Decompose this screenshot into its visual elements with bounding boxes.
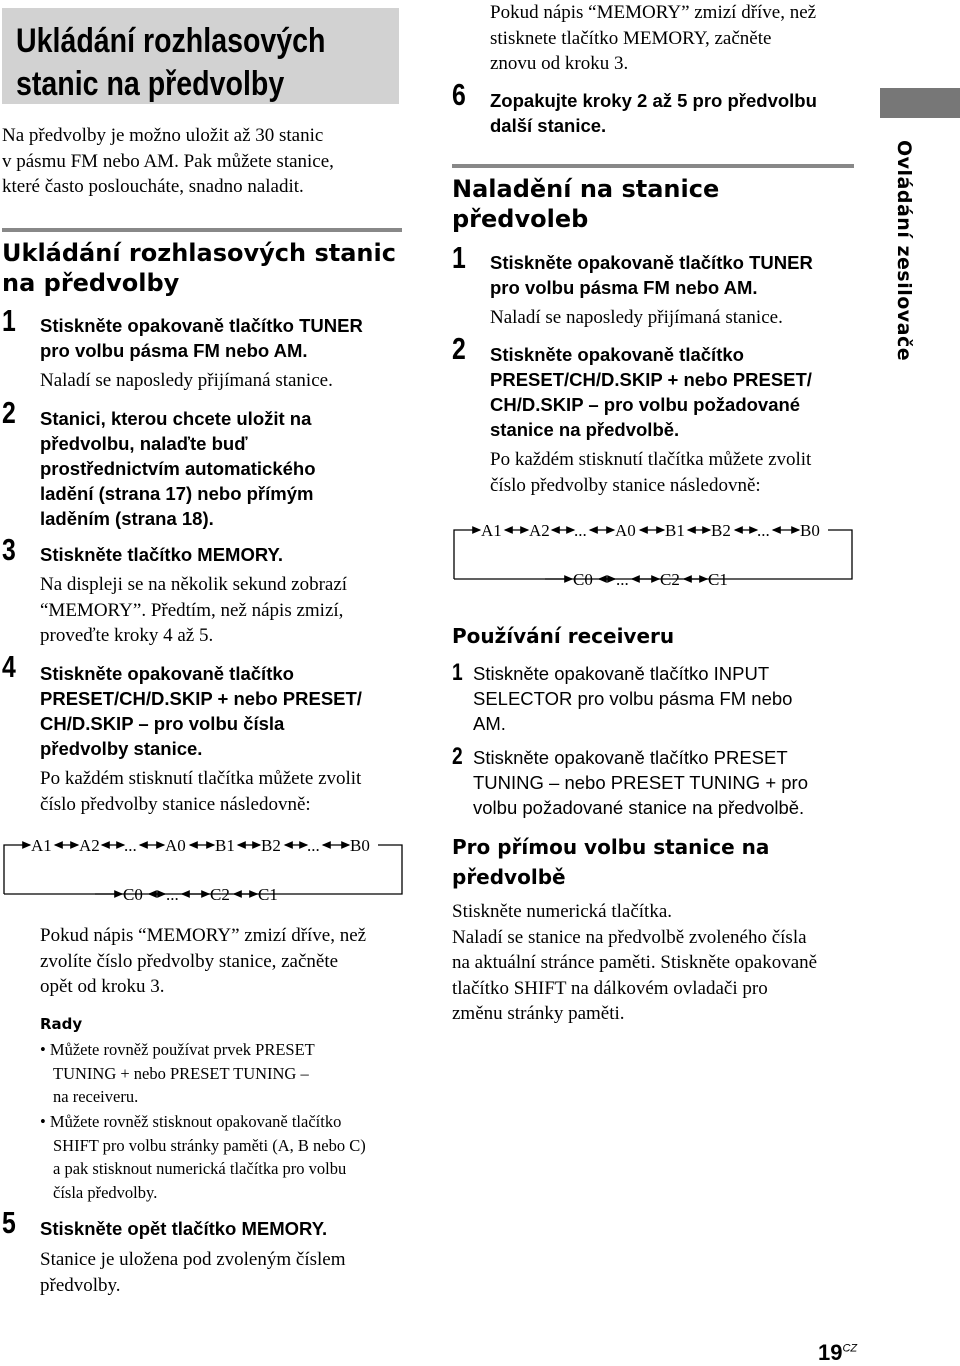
seq-label: B2 xyxy=(711,521,731,540)
step-note: Po každém stisknutí tlačítka můžete zvolit číslo předvolby stanice následovně: xyxy=(490,449,812,496)
step-instruction: Stiskněte opakovaně tlačítko TUNER pro volbu pásma FM nebo AM. xyxy=(490,252,813,298)
memory-note: Pokud nápis “MEMORY” zmizí dříve, než zvolíte číslo předvolby stanice, začněte opět od kroku 3. xyxy=(40,925,367,997)
seq-label: ... xyxy=(616,570,629,585)
seq-label: ... xyxy=(757,521,770,540)
seq-label: B1 xyxy=(215,836,235,855)
step-instruction: Stanici, kterou chcete uložit na předvolbu, nalaďte buď prostřednictvím automatického ladění (strana 17) nebo přímým laděním (strana 18). xyxy=(40,408,316,529)
seq-label: C0 xyxy=(573,570,593,585)
step-number: 2 xyxy=(452,743,463,770)
tip-item: • Můžete rovněž používat prvek PRESET TUNING + nebo PRESET TUNING – na receiveru. xyxy=(40,1040,315,1106)
step-instruction: Stiskněte opakovaně tlačítko PRESET/CH/D.SKIP + nebo PRESET/ CH/D.SKIP – pro volbu čísla předvolby stanice. xyxy=(40,663,362,759)
step-instruction: Stiskněte opět tlačítko MEMORY. xyxy=(40,1218,328,1239)
step-number: 5 xyxy=(2,1205,16,1240)
seq-label: A0 xyxy=(165,836,186,855)
seq-label: A1 xyxy=(481,521,502,540)
step-number: 1 xyxy=(452,240,466,275)
seq-label: B0 xyxy=(350,836,370,855)
step-number: 4 xyxy=(2,649,16,684)
step-instruction: Stiskněte opakovaně tlačítko TUNER pro volbu pásma FM nebo AM. xyxy=(40,315,363,361)
preset-sequence-diagram xyxy=(450,513,860,585)
side-tab-marker xyxy=(880,88,960,118)
seq-label: C1 xyxy=(708,570,728,585)
section-rule xyxy=(452,164,854,168)
page-number: $19^{CZ}$ xyxy=(818,1340,858,1365)
seq-label: B0 xyxy=(800,521,820,540)
intro-line: v pásmu FM nebo AM. Pak můžete stanice, xyxy=(2,150,334,172)
step-note: Stanice je uložena pod zvoleným číslem předvolby. xyxy=(40,1249,346,1296)
side-tab-label: Ovládání zesilovače xyxy=(893,140,915,362)
seq-label: A0 xyxy=(615,521,636,540)
step-instruction: Zopakujte kroky 2 až 5 pro předvolbu další stanice. xyxy=(490,90,817,136)
step-instruction: Stiskněte opakovaně tlačítko PRESET TUNING – nebo PRESET TUNING + pro volbu požadované stanice na předvolbě. xyxy=(473,747,808,818)
title-box xyxy=(2,8,399,104)
page-title: Ukládání rozhlasových stanic na předvolby xyxy=(16,22,326,103)
intro-text xyxy=(2,123,334,200)
preset-sequence-diagram xyxy=(0,828,410,900)
seq-label: ... xyxy=(574,521,587,540)
tip-item: • Můžete rovněž stisknout opakovaně tlačítko SHIFT pro volbu stránky paměti (A, B nebo C) a pak stisknout numerická tlačítka pro volbu čísla předvolby. xyxy=(40,1112,366,1202)
step-number: 1 xyxy=(2,303,16,338)
step-number: 6 xyxy=(452,77,466,112)
step-instruction: Stiskněte tlačítko MEMORY. xyxy=(40,544,283,565)
seq-label: ... xyxy=(124,836,137,855)
step-number: 3 xyxy=(2,532,16,567)
step-number: 2 xyxy=(452,331,466,366)
intro-line: které často posloucháte, snadno naladit. xyxy=(2,176,304,197)
seq-label: C2 xyxy=(660,570,680,585)
step-instruction: Stiskněte opakovaně tlačítko PRESET/CH/D.SKIP + nebo PRESET/ CH/D.SKIP – pro volbu požadované stanice na předvolbě. xyxy=(490,344,812,440)
step-note: Naladí se naposledy přijímaná stanice. xyxy=(40,370,333,391)
seq-label: A2 xyxy=(79,836,100,855)
section-heading: Pro přímou volbu stanice na předvolbě xyxy=(452,835,770,889)
section-heading: Ukládání rozhlasových stanic na předvolby xyxy=(2,239,396,297)
body-text: Stiskněte numerická tlačítka. Naladí se stanice na předvolbě zvoleného čísla na aktuální stránce paměti. Stiskněte opakovaně tlačítko SHIFT na dálkovém ovladači pro změnu stránky paměti. xyxy=(452,901,818,1024)
step-number: 2 xyxy=(2,395,16,430)
seq-label: C1 xyxy=(258,885,278,900)
section-heading: Používání receiveru xyxy=(452,624,675,648)
step-instruction: Stiskněte opakovaně tlačítko INPUT SELECTOR pro volbu pásma FM nebo AM. xyxy=(473,663,793,734)
step-note: Naladí se naposledy přijímaná stanice. xyxy=(490,307,783,328)
seq-label: ... xyxy=(166,885,179,900)
step-note: Po každém stisknutí tlačítka můžete zvolit číslo předvolby stanice následovně: xyxy=(40,768,362,815)
seq-label: C2 xyxy=(210,885,230,900)
tips-heading: Rady xyxy=(40,1015,83,1033)
intro-line: Na předvolby je možno uložit až 30 stanic xyxy=(2,125,324,146)
continued-note: Pokud nápis “MEMORY” zmizí dříve, než stisknete tlačítko MEMORY, začněte znovu od kroku 3. xyxy=(490,2,817,74)
seq-label: ... xyxy=(307,836,320,855)
seq-label: A1 xyxy=(31,836,52,855)
seq-label: B2 xyxy=(261,836,281,855)
section-heading: Naladění na stanice předvoleb xyxy=(452,175,720,233)
seq-label: A2 xyxy=(529,521,550,540)
step-note: Na displeji se na několik sekund zobrazí “MEMORY”. Předtím, než nápis zmizí, proveďte kroky 4 až 5. xyxy=(40,574,348,646)
section-rule xyxy=(2,228,402,232)
seq-label: B1 xyxy=(665,521,685,540)
seq-label: C0 xyxy=(123,885,143,900)
step-number: 1 xyxy=(452,659,463,686)
